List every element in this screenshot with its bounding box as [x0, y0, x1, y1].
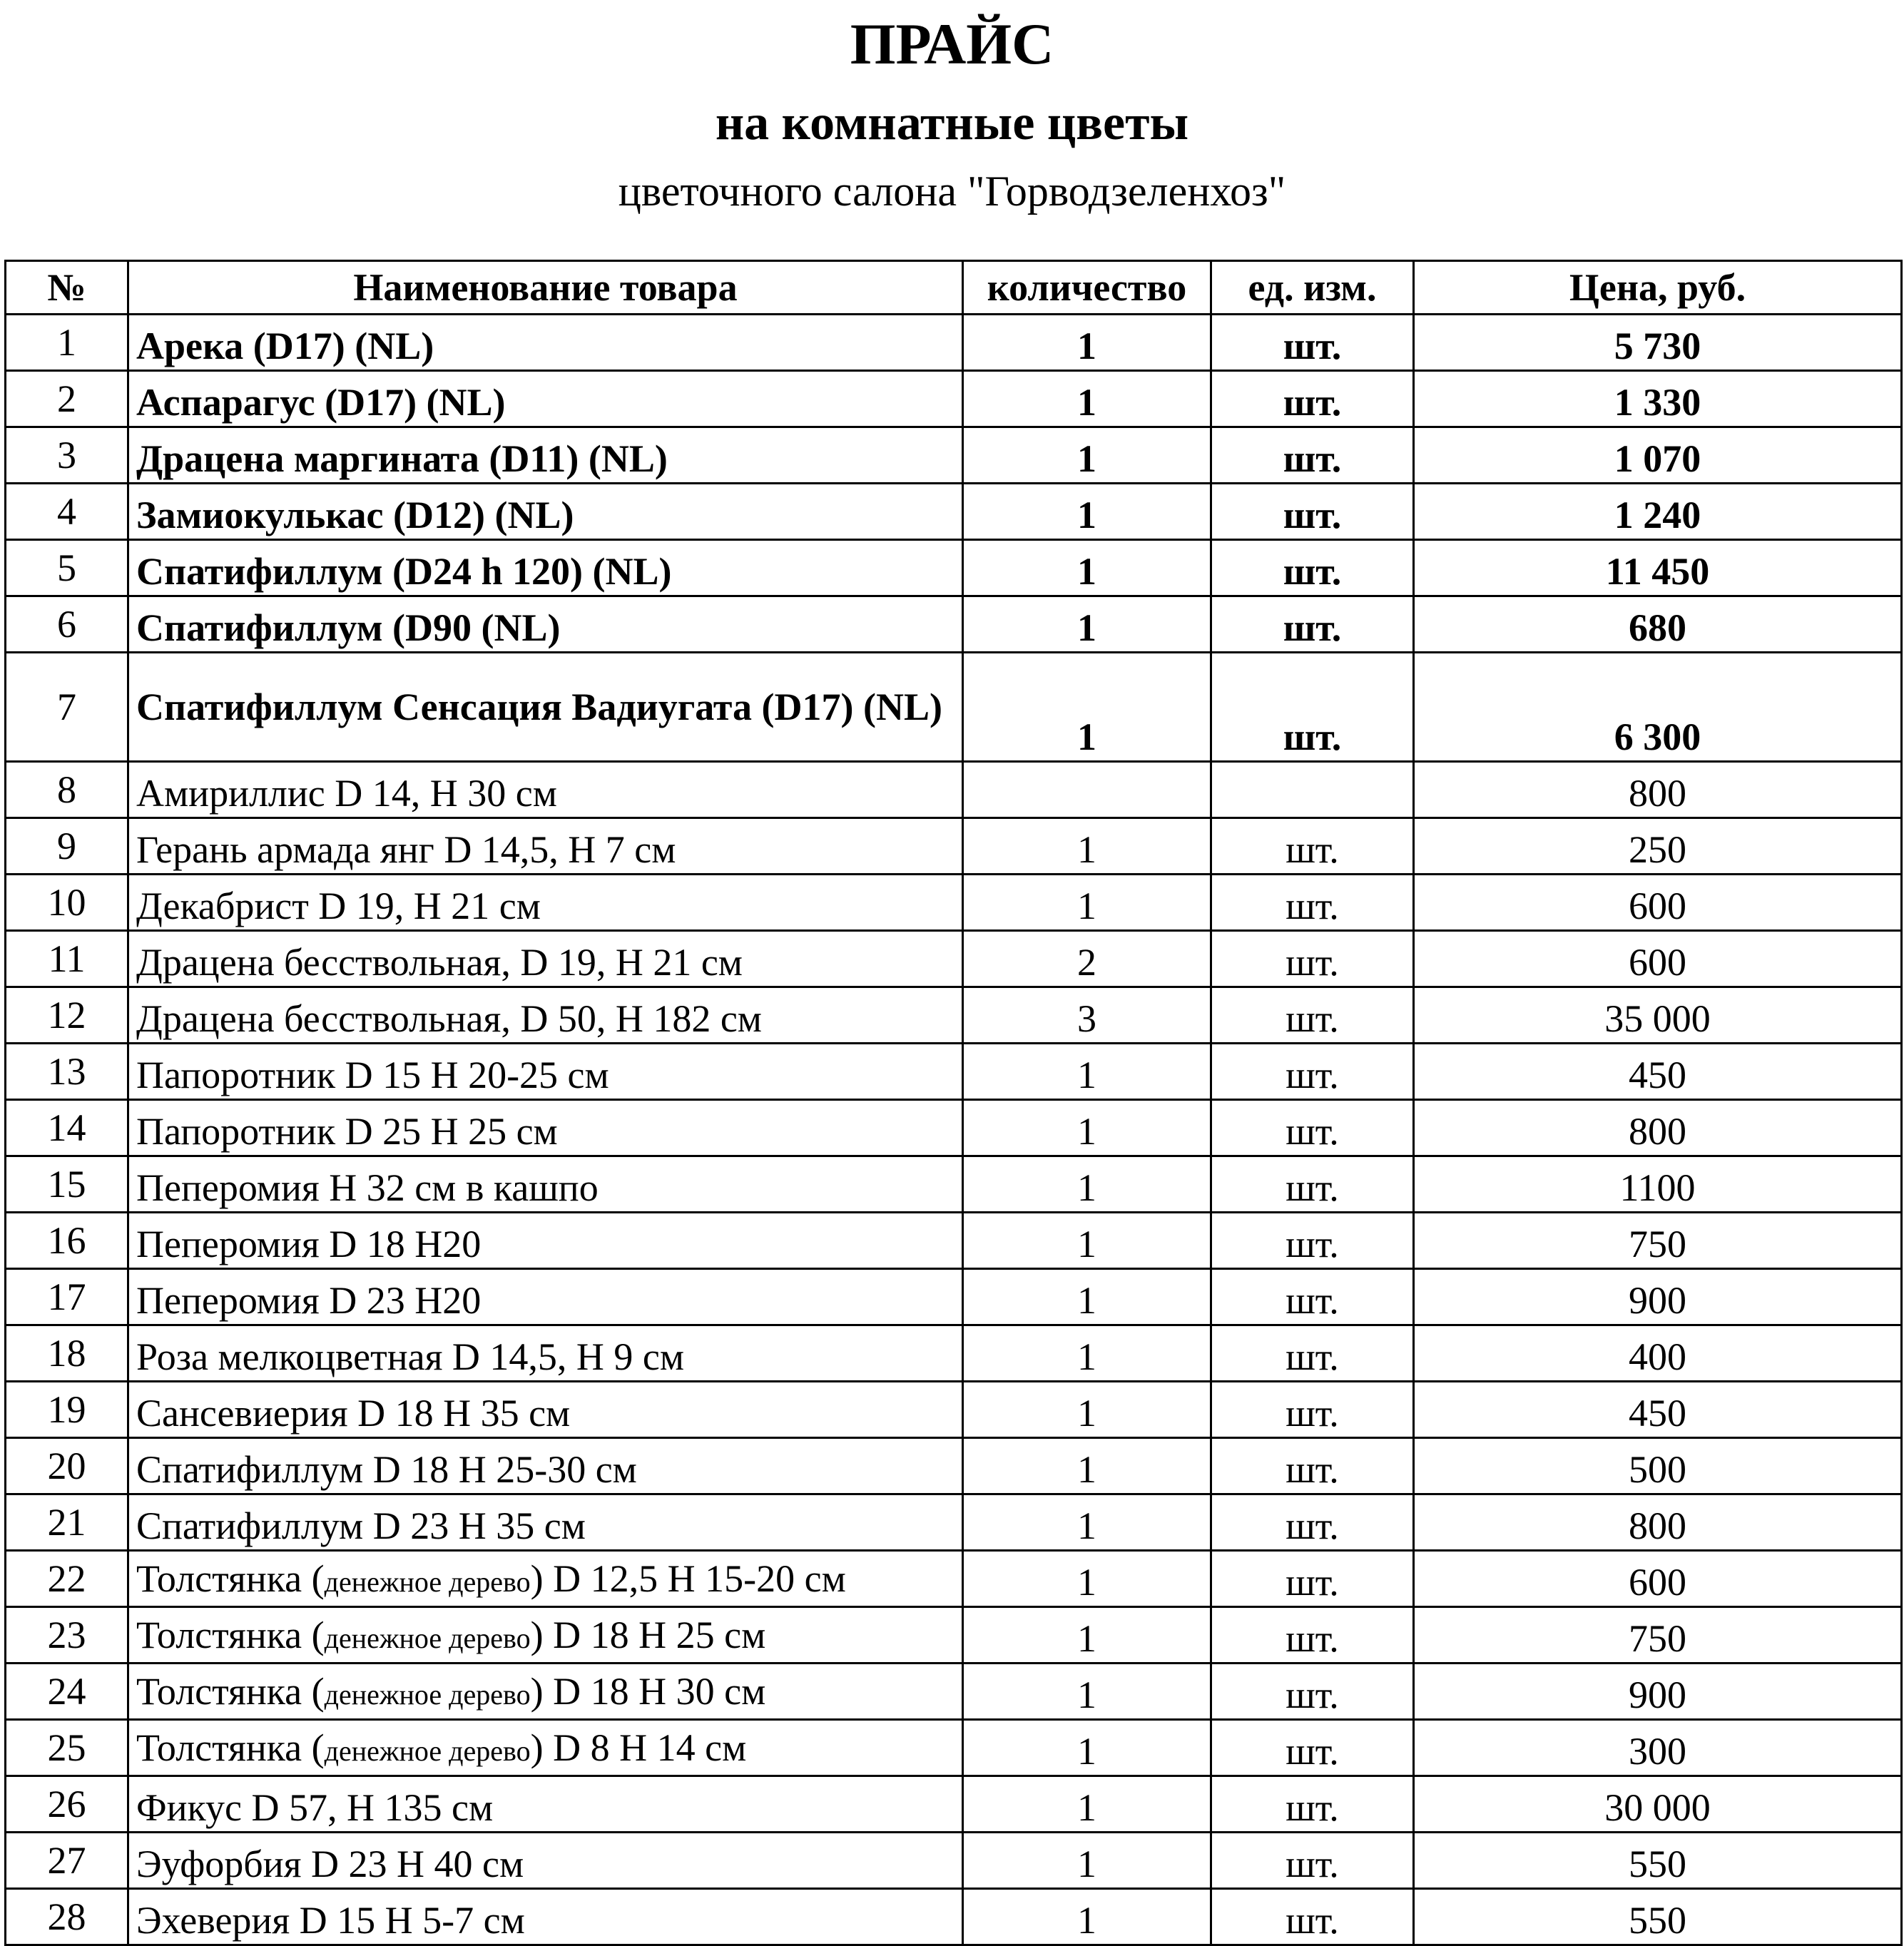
table-row [6, 987, 1902, 1044]
row-number: 26 [6, 1776, 128, 1833]
unit-cell: шт. [1211, 1438, 1414, 1494]
price-cell: 11 450 [1414, 540, 1902, 596]
quantity-cell: 1 [963, 1551, 1211, 1607]
table-row [6, 1156, 1902, 1213]
price-cell: 1 330 [1414, 371, 1902, 427]
product-name-size: ) D 12,5 H 15-20 см [530, 1557, 846, 1600]
price-cell: 250 [1414, 818, 1902, 875]
unit-cell: шт. [1211, 1776, 1414, 1833]
product-name [128, 1664, 963, 1720]
product-name: Эхеверия D 15 H 5-7 см [128, 1889, 963, 1945]
table-body [6, 315, 1902, 1945]
quantity-cell: 1 [963, 1494, 1211, 1551]
table-row [6, 1551, 1902, 1607]
product-name: Сансевиерия D 18 H 35 см [128, 1382, 963, 1438]
quantity-cell: 1 [963, 1720, 1211, 1776]
quantity-cell: 1 [963, 1044, 1211, 1100]
price-cell: 900 [1414, 1269, 1902, 1325]
row-number: 21 [6, 1494, 128, 1551]
row-number: 3 [6, 427, 128, 484]
unit-cell: шт. [1211, 1382, 1414, 1438]
product-name: Спатифиллум Сенсация Вадиугата (D17) (NL) [128, 653, 963, 762]
unit-cell: шт. [1211, 1269, 1414, 1325]
quantity-cell: 1 [963, 596, 1211, 653]
row-number: 22 [6, 1551, 128, 1607]
row-number: 18 [6, 1325, 128, 1382]
product-name: Спатифиллум (D90 (NL) [128, 596, 963, 653]
product-name: Герань армада янг D 14,5, H 7 см [128, 818, 963, 875]
quantity-cell: 1 [963, 1833, 1211, 1889]
product-name: Эуфорбия D 23 H 40 см [128, 1833, 963, 1889]
row-number: 7 [6, 653, 128, 762]
quantity-cell: 1 [963, 818, 1211, 875]
price-table [4, 260, 1903, 1946]
product-name: Фикус D 57, H 135 см [128, 1776, 963, 1833]
quantity-cell: 1 [963, 1889, 1211, 1945]
price-cell: 1 070 [1414, 427, 1902, 484]
product-name-main: Толстянка ( [136, 1557, 325, 1600]
row-number: 6 [6, 596, 128, 653]
row-number: 23 [6, 1607, 128, 1664]
product-name [128, 1551, 963, 1607]
table-row [6, 371, 1902, 427]
table-row [6, 1044, 1902, 1100]
table-row [6, 762, 1902, 818]
unit-cell: шт. [1211, 931, 1414, 987]
table-row [6, 1494, 1902, 1551]
row-number: 15 [6, 1156, 128, 1213]
table-row [6, 653, 1902, 762]
unit-cell: шт. [1211, 1156, 1414, 1213]
quantity-cell: 1 [963, 1269, 1211, 1325]
row-number: 8 [6, 762, 128, 818]
product-name-note: денежное дерево [324, 1566, 531, 1598]
table-row [6, 427, 1902, 484]
table-row [6, 1382, 1902, 1438]
quantity-cell: 1 [963, 1213, 1211, 1269]
product-name-size: ) D 8 H 14 см [530, 1726, 747, 1769]
row-number: 16 [6, 1213, 128, 1269]
unit-cell: шт. [1211, 1100, 1414, 1156]
price-cell: 5 730 [1414, 315, 1902, 371]
table-row [6, 875, 1902, 931]
table-row [6, 1833, 1902, 1889]
price-cell: 550 [1414, 1833, 1902, 1889]
row-number: 4 [6, 484, 128, 540]
table-row [6, 931, 1902, 987]
product-name: Драцена маргината (D11) (NL) [128, 427, 963, 484]
table-row [6, 540, 1902, 596]
product-name: Пеперомия D 23 H20 [128, 1269, 963, 1325]
unit-cell: шт. [1211, 1551, 1414, 1607]
price-cell: 450 [1414, 1382, 1902, 1438]
quantity-cell: 1 [963, 1100, 1211, 1156]
price-cell: 450 [1414, 1044, 1902, 1100]
unit-cell: шт. [1211, 1494, 1414, 1551]
unit-cell: шт. [1211, 540, 1414, 596]
unit-cell: шт. [1211, 1044, 1414, 1100]
row-number: 9 [6, 818, 128, 875]
price-cell: 30 000 [1414, 1776, 1902, 1833]
table-row [6, 1664, 1902, 1720]
unit-cell: шт. [1211, 1213, 1414, 1269]
unit-cell: шт. [1211, 1607, 1414, 1664]
row-number: 25 [6, 1720, 128, 1776]
product-name-main: Толстянка ( [136, 1670, 325, 1713]
unit-cell: шт. [1211, 1889, 1414, 1945]
row-number: 12 [6, 987, 128, 1044]
table-header-row [6, 261, 1902, 315]
row-number: 27 [6, 1833, 128, 1889]
price-cell: 750 [1414, 1213, 1902, 1269]
product-name: Папоротник D 25 H 25 см [128, 1100, 963, 1156]
row-number: 5 [6, 540, 128, 596]
row-number: 28 [6, 1889, 128, 1945]
price-cell: 680 [1414, 596, 1902, 653]
column-header-unit: ед. изм. [1211, 261, 1414, 315]
row-number: 19 [6, 1382, 128, 1438]
table-row [6, 1776, 1902, 1833]
salon-name: цветочного салона "Горводзеленхоз" [618, 168, 1286, 215]
unit-cell: шт. [1211, 1664, 1414, 1720]
table-row [6, 1100, 1902, 1156]
quantity-cell: 2 [963, 931, 1211, 987]
product-name-note: денежное дерево [324, 1622, 531, 1654]
price-cell: 750 [1414, 1607, 1902, 1664]
unit-cell [1211, 762, 1414, 818]
price-cell: 600 [1414, 931, 1902, 987]
product-name [128, 1720, 963, 1776]
column-header-num: № [6, 261, 128, 315]
table-row [6, 596, 1902, 653]
table-row [6, 1438, 1902, 1494]
price-cell: 800 [1414, 1494, 1902, 1551]
unit-cell: шт. [1211, 818, 1414, 875]
row-number: 10 [6, 875, 128, 931]
row-number: 17 [6, 1269, 128, 1325]
price-cell: 6 300 [1414, 653, 1902, 762]
product-name [128, 1607, 963, 1664]
quantity-cell: 1 [963, 1776, 1211, 1833]
unit-cell: шт. [1211, 1720, 1414, 1776]
product-name: Спатифиллум D 18 H 25-30 см [128, 1438, 963, 1494]
quantity-cell: 1 [963, 1438, 1211, 1494]
price-cell: 300 [1414, 1720, 1902, 1776]
page-subtitle: на комнатные цветы [715, 96, 1189, 151]
product-name-size: ) D 18 H 25 см [530, 1614, 766, 1656]
table-row [6, 1325, 1902, 1382]
product-name: Арека (D17) (NL) [128, 315, 963, 371]
column-header-qty: количество [963, 261, 1211, 315]
price-cell: 600 [1414, 875, 1902, 931]
product-name: Аспарагус (D17) (NL) [128, 371, 963, 427]
quantity-cell: 3 [963, 987, 1211, 1044]
table-row [6, 1269, 1902, 1325]
unit-cell: шт. [1211, 1325, 1414, 1382]
row-number: 14 [6, 1100, 128, 1156]
quantity-cell: 1 [963, 484, 1211, 540]
column-header-price: Цена, руб. [1414, 261, 1902, 315]
table-row [6, 484, 1902, 540]
quantity-cell: 1 [963, 371, 1211, 427]
price-cell: 600 [1414, 1551, 1902, 1607]
quantity-cell: 1 [963, 875, 1211, 931]
product-name-size: ) D 18 H 30 см [530, 1670, 766, 1713]
price-cell: 1 240 [1414, 484, 1902, 540]
quantity-cell: 1 [963, 1607, 1211, 1664]
quantity-cell [963, 762, 1211, 818]
unit-cell: шт. [1211, 596, 1414, 653]
row-number: 1 [6, 315, 128, 371]
price-cell: 800 [1414, 1100, 1902, 1156]
unit-cell: шт. [1211, 371, 1414, 427]
quantity-cell: 1 [963, 315, 1211, 371]
product-name: Пеперомия H 32 см в кашпо [128, 1156, 963, 1213]
table-row [6, 315, 1902, 371]
product-name: Замиокулькас (D12) (NL) [128, 484, 963, 540]
product-name-note: денежное дерево [324, 1678, 531, 1711]
product-name: Спатифиллум D 23 H 35 см [128, 1494, 963, 1551]
quantity-cell: 1 [963, 427, 1211, 484]
unit-cell: шт. [1211, 427, 1414, 484]
price-cell: 900 [1414, 1664, 1902, 1720]
price-cell: 500 [1414, 1438, 1902, 1494]
row-number: 11 [6, 931, 128, 987]
product-name-main: Толстянка ( [136, 1614, 325, 1656]
product-name: Драцена бесствольная, D 50, H 182 см [128, 987, 963, 1044]
quantity-cell: 1 [963, 1325, 1211, 1382]
price-cell: 800 [1414, 762, 1902, 818]
product-name-main: Толстянка ( [136, 1726, 325, 1769]
table-row [6, 1607, 1902, 1664]
product-name: Амириллис D 14, H 30 см [128, 762, 963, 818]
row-number: 24 [6, 1664, 128, 1720]
row-number: 20 [6, 1438, 128, 1494]
column-header-name: Наименование товара [128, 261, 963, 315]
product-name: Роза мелкоцветная D 14,5, H 9 см [128, 1325, 963, 1382]
unit-cell: шт. [1211, 653, 1414, 762]
table-row [6, 1213, 1902, 1269]
product-name: Спатифиллум (D24 h 120) (NL) [128, 540, 963, 596]
product-name: Драцена бесствольная, D 19, H 21 см [128, 931, 963, 987]
row-number: 13 [6, 1044, 128, 1100]
unit-cell: шт. [1211, 1833, 1414, 1889]
product-name: Декабрист D 19, H 21 см [128, 875, 963, 931]
product-name: Пеперомия D 18 H20 [128, 1213, 963, 1269]
quantity-cell: 1 [963, 1382, 1211, 1438]
unit-cell: шт. [1211, 315, 1414, 371]
price-cell: 550 [1414, 1889, 1902, 1945]
unit-cell: шт. [1211, 875, 1414, 931]
table-row [6, 1720, 1902, 1776]
table-row [6, 818, 1902, 875]
quantity-cell: 1 [963, 1664, 1211, 1720]
product-name: Папоротник D 15 H 20-25 см [128, 1044, 963, 1100]
quantity-cell: 1 [963, 1156, 1211, 1213]
quantity-cell: 1 [963, 653, 1211, 762]
price-cell: 400 [1414, 1325, 1902, 1382]
quantity-cell: 1 [963, 540, 1211, 596]
unit-cell: шт. [1211, 987, 1414, 1044]
product-name-note: денежное дерево [324, 1735, 531, 1767]
price-cell: 1100 [1414, 1156, 1902, 1213]
price-cell: 35 000 [1414, 987, 1902, 1044]
row-number: 2 [6, 371, 128, 427]
table-row [6, 1889, 1902, 1945]
page-title: ПРАЙС [850, 11, 1054, 76]
unit-cell: шт. [1211, 484, 1414, 540]
